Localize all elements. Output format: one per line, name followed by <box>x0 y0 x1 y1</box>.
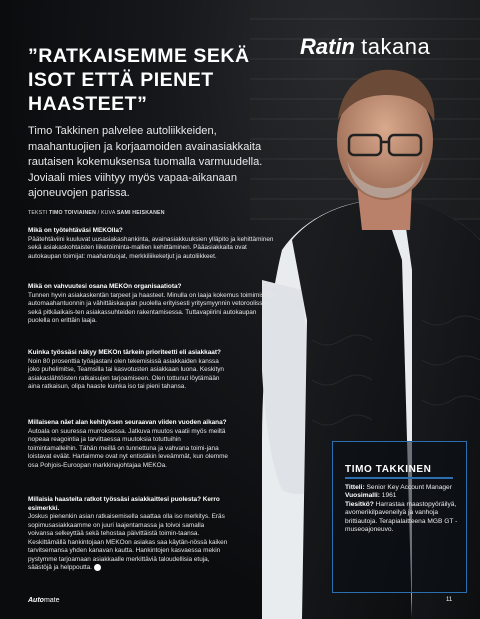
section-brand <box>300 34 430 60</box>
credits-line <box>28 210 165 216</box>
qa-question: Mikä on työtehtäväsi MEKOlla? <box>28 227 123 234</box>
qa-block-2 <box>28 283 278 326</box>
profile-info <box>345 484 460 534</box>
article-headline: ”RATKAISEMME SEKÄ ISOT ETTÄ PIENET HAASTEET” <box>28 45 250 115</box>
page-number: 11 <box>446 597 453 603</box>
magazine-logo <box>28 597 60 604</box>
logo-bold: Auto <box>28 597 44 604</box>
profile-title-label: Titteli: <box>345 484 365 491</box>
profile-year: 1961 <box>381 492 397 500</box>
qa-block-3 <box>28 349 228 392</box>
profile-name: TIMO TAKKINEN <box>345 464 432 475</box>
credits-separator: / <box>96 210 101 216</box>
credits-text-label: TEKSTI <box>28 210 48 216</box>
profile-box <box>332 441 467 593</box>
brand-bold: Ratin <box>300 34 355 59</box>
qa-question: Mikä on vahvuutesi osana MEKOn organisaatiota? <box>28 283 182 290</box>
brand-light: takana <box>361 34 431 59</box>
qa-answer-text: Joskus pienenkin asian ratkaisemisella saattaa olla iso merkitys. Eräs sopimusasiakkaamme on juuri laajentamassa ja toivoi samalla voivansa selkeyttää sekä tehostaa päivittäistä toimin-taansa. Keskittämällä hankintojaan MEKOon asiakas saa käytän-nössä kaiken tarvitsemansa yhden kanavan kautta. Hankintojen kasvaessa mekin pystymme tarjoamaan asiakkaalle merkittäviä taloudellisia etuja, säästöjä ja helppoutta. <box>28 513 228 572</box>
qa-block-5 <box>28 496 228 573</box>
profile-hobby-label: Tiesitkö? <box>345 500 374 508</box>
qa-answer: Autoala on suuressa murroksessa. Jatkuva muutos vaatii myös meiltä nopeaa reagointia ja tarvittaessa muutoksia totuttuihin toimintamalleihin. Tähän meillä on tunnettuna ja vahvana toimi-jana loistavat eväät. Hartaimme ovat nyt entistäkin leveämmät, kun olemme osa Pohjois-Euroopan markkinajohtajaa MEKOa. <box>28 427 228 469</box>
end-mark-icon <box>94 564 101 571</box>
qa-question: Millaisia haasteita ratkot työssäsi asiakkaittesi puolesta? Kerro esimerkki. <box>28 496 220 512</box>
lead-paragraph: Timo Takkinen palvelee autoliikkeiden, maahantuojien ja korjaamoiden avainasiakkaita rautaisen kokemuksensa tuomalla varmuudella. Joviaali mies viihtyy myös vapaa-aikanaan ajoneuvojen parissa. <box>28 125 263 200</box>
qa-question: Kuinka työssäsi näkyy MEKOn tärkein prioriteetti eli asiakkaat? <box>28 349 221 356</box>
credits-photographer: SAMI HEISKANEN <box>116 210 165 216</box>
profile-year-label: Vuosimalli: <box>345 492 380 500</box>
logo-light: mate <box>43 597 60 604</box>
qa-answer: Noin 80 prosenttia työajastani olen tekemisissä asiakkaiden kanssa joko puhelimitse, Teamsilla tai kasvotusten asiakkaan luona. Keskityn asiakaslähtöisten ratkaisujen tarjoamiseen. Olen tottunut löytämään aina ratkaisun, olipa haaste kuinka iso tai pieni tahansa. <box>28 357 224 390</box>
profile-divider <box>345 477 453 479</box>
profile-title: Senior Key Account Manager <box>366 484 452 491</box>
qa-answer <box>28 513 228 573</box>
qa-answer: Tunnen hyvin asiakaskentän tarpeet ja haasteet. Minulla on laaja kokemus toimimisesta automaahantuonnin ja vähittäiskaupan puolella erityisesti yritysmyynnin vetoroolissa sekä pitkäaikais-ten asiakassuhteiden rakentamisessa. Tuttavapiirini autokaupan puolella on erittäin laaja. <box>28 291 277 324</box>
qa-answer: Päätehtäviini kuuluvat uusasiakashankinta, avainasiakkuuksien ylläpito ja kehittäminen sekä asiakaskohtaisten liiketoiminta-mallien kehittäminen. Pääasiakkaita ovat autokaupan toimijat: maahantuojat, merkkiliikeketjut ja autoliikkeet. <box>28 235 274 260</box>
profile-hobby: Harrastaa maastopyöräilyä, avomerikilpaveneilyä ja vanhoja brittiautoja. Terapialaitteena MGB GT -museoajoneuvo. <box>345 500 458 534</box>
qa-question: Millaisena näet alan kehityksen seuraavan viiden vuoden aikana? <box>28 419 227 426</box>
qa-block-1 <box>28 227 278 261</box>
qa-block-4 <box>28 419 228 470</box>
credits-photo-label: KUVA <box>100 210 116 216</box>
credits-writer: TIMO TOIVIAINEN <box>49 210 97 216</box>
